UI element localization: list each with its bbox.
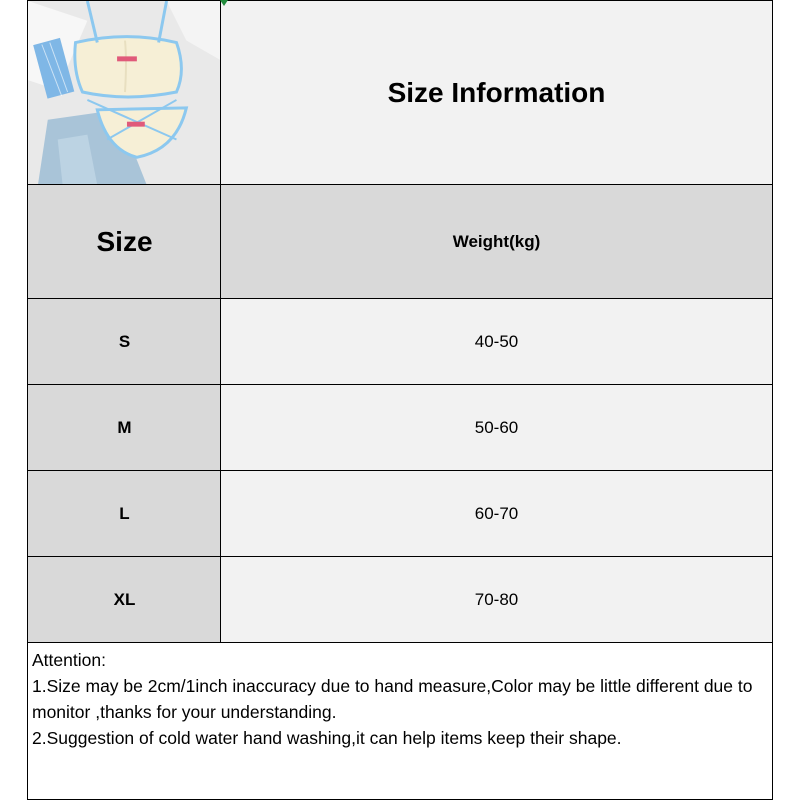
table-row-weight: [220, 298, 773, 386]
size-label: L: [119, 504, 130, 523]
notes-heading: Attention:: [32, 650, 106, 670]
table-row-size: [27, 298, 222, 386]
table-row-weight: [220, 470, 773, 558]
notes-line-2: 2.Suggestion of cold water hand washing,it can help items keep their shape.: [32, 728, 622, 748]
size-header-cell: [27, 184, 222, 300]
weight-value: 70-80: [474, 590, 519, 609]
weight-value: 60-70: [474, 504, 519, 523]
table-row-size: [27, 470, 222, 558]
size-chart: [27, 0, 773, 800]
weight-value: 50-60: [474, 418, 519, 437]
notes-line-1: 1.Size may be 2cm/1inch inaccuracy due to hand measure,Color may be little different due to monitor ,thanks for your understanding.: [32, 676, 753, 722]
cell-marker-icon: [220, 0, 228, 6]
size-label: M: [117, 418, 132, 437]
page-title: Size Information: [387, 77, 606, 108]
weight-header-cell: [220, 184, 773, 300]
size-label: S: [118, 332, 131, 351]
attention-notes: [27, 642, 773, 800]
table-row-size: [27, 556, 222, 644]
table-row-weight: [220, 556, 773, 644]
size-header: Size: [96, 226, 153, 257]
lingerie-set-photo-icon: [28, 0, 221, 186]
title-cell: [220, 0, 773, 186]
product-photo: [27, 0, 222, 186]
size-label: XL: [113, 590, 136, 609]
weight-header: Weight(kg): [452, 232, 541, 251]
table-row-weight: [220, 384, 773, 472]
weight-value: 40-50: [474, 332, 519, 351]
table-row-size: [27, 384, 222, 472]
